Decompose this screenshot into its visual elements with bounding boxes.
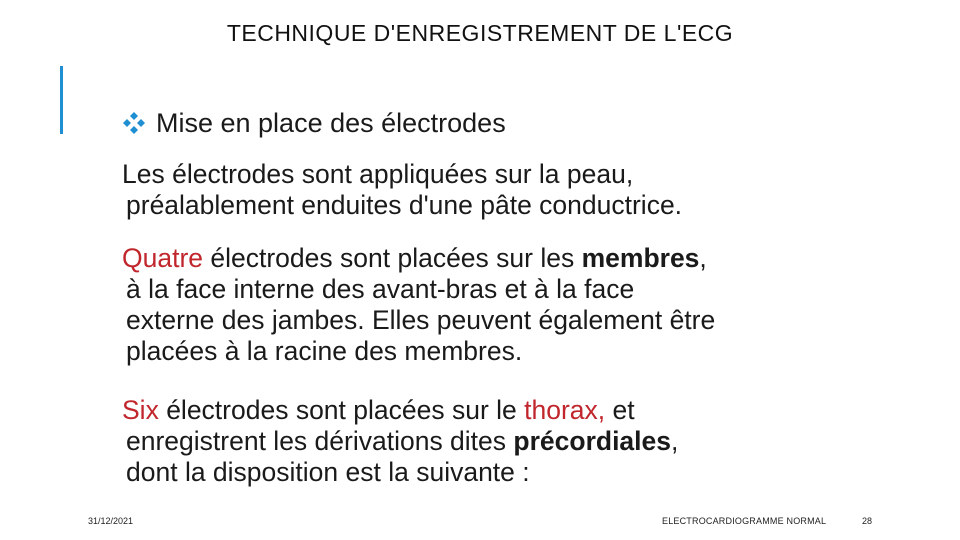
paragraph-limb-electrodes <box>122 243 886 367</box>
paragraph1-line1: Les électrodes sont appliquées sur la peau, <box>122 159 634 189</box>
footer-date: 31/12/2021 <box>88 516 134 526</box>
paragraph-chest-electrodes <box>122 395 886 488</box>
paragraph3-line2 <box>126 426 886 457</box>
bold-word-membres: membres <box>581 243 700 273</box>
bullet-heading <box>122 108 506 139</box>
footer-page-number: 28 <box>862 516 873 526</box>
diamond-bullet-icon <box>122 111 146 135</box>
paragraph3-line3: dont la disposition est la suivante : <box>126 457 530 487</box>
paragraph2-text-b: , <box>699 243 707 273</box>
bold-word-precordiales: précordiales <box>513 426 672 456</box>
heading-text: Mise en place des électrodes <box>156 108 506 138</box>
paragraph2-line4: placées à la racine des membres. <box>126 336 523 366</box>
paragraph3-line2-a: enregistrent les dérivations dites <box>126 426 514 456</box>
slide-title: TECHNIQUE D'ENREGISTREMENT DE L'ECG <box>226 20 734 46</box>
footer-title: ELECTROCARDIOGRAMME NORMAL <box>662 516 827 526</box>
paragraph2-line3: externe des jambes. Elles peuvent également être <box>126 305 716 335</box>
paragraph3-text-b: et <box>605 395 635 425</box>
paragraph2-line1 <box>122 243 886 274</box>
paragraph3-line1 <box>122 395 886 426</box>
paragraph-electrodes-skin <box>122 159 886 221</box>
paragraph2-text-a: électrodes sont placées sur les <box>203 243 582 273</box>
red-word-quatre: Quatre <box>122 243 204 273</box>
paragraph3-line2-b: , <box>671 426 679 456</box>
paragraph1-line2: préalablement enduites d'une pâte conductrice. <box>126 190 683 220</box>
red-word-six: Six <box>122 395 159 425</box>
accent-bar <box>60 66 63 134</box>
paragraph2-line2: à la face interne des avant-bras et à la face <box>126 274 635 304</box>
paragraph3-text-a: électrodes sont placées sur le <box>158 395 525 425</box>
red-word-thorax: thorax, <box>524 395 606 425</box>
